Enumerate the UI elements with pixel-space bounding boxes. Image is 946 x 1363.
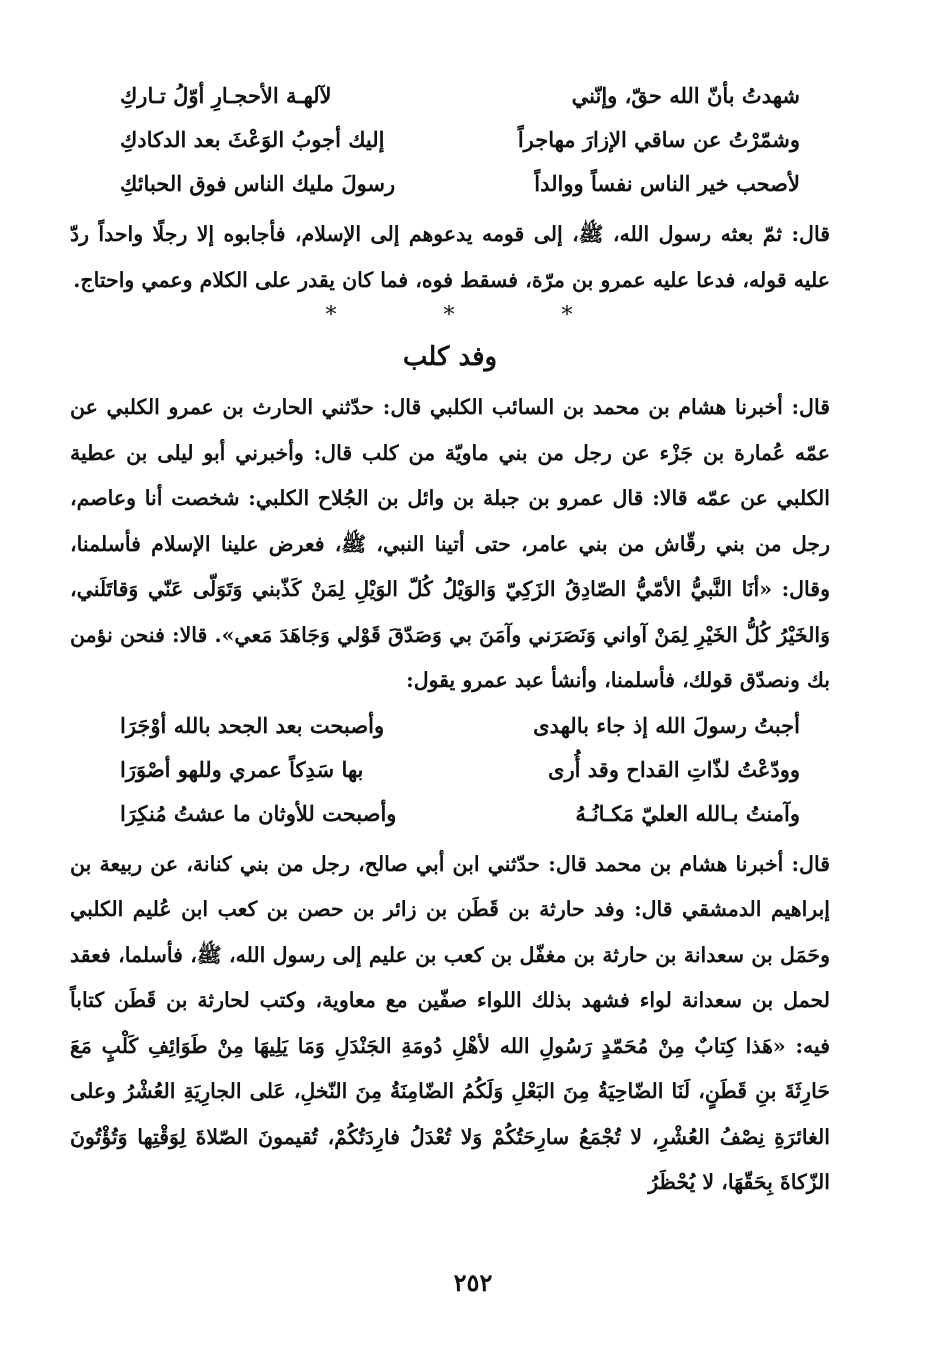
poem-middle (120, 704, 800, 836)
poem-verse (120, 748, 800, 792)
poem-verse (120, 162, 800, 206)
section-separator (70, 303, 830, 329)
page-number: ٢٥٢ (453, 1268, 493, 1297)
verse-first-hemistich: أجبتُ رسولَ الله إذ جاء بالهدى (533, 712, 800, 738)
book-page (70, 74, 830, 1324)
section-title: وفد كلب (402, 342, 498, 372)
separator-star: * (443, 303, 457, 328)
verse-second-hemistich: وأصبحت للأوثان ما عشتُ مُنكِرَا (120, 800, 397, 826)
verse-first-hemistich: وودّعْتُ لذّاتِ القداح وقد أُرى (548, 756, 800, 782)
poem-verse (120, 74, 800, 118)
separator-star: * (561, 303, 575, 328)
verse-first-hemistich: وشمّرْتُ عن ساقي الإزارَ مهاجراً (517, 127, 800, 152)
verse-first-hemistich: لأصحب خير الناس نفساً ووالداً (534, 171, 800, 196)
verse-second-hemistich: بها سَدِكاً عمري وللهو أصْوَرَا (120, 756, 364, 782)
verse-second-hemistich: إليك أجوبُ الوَعْثَ بعد الدكادكِ (120, 127, 385, 152)
poem-verse (120, 118, 800, 162)
separator-star: * (325, 303, 339, 328)
poem-verse (120, 704, 800, 748)
verse-second-hemistich: وأصبحت بعد الجحد بالله أوْجَرَا (120, 712, 385, 738)
verse-first-hemistich: شهدتُ بأنّ الله حقّ، وإنّني (571, 83, 800, 108)
paragraph-narration-3: قال: أخبرنا هشام بن محمد قال: حدّثني ابن أبي صالح، رجل من بني كنانة، عن ربيعة بن إبراهيم الدمشقي قال: وفد حارثة بن قَطَن بن زائر بن حصن بن كعب ابن عُليم الكلبي وحَمَل بن سعدانة بن حارثة بن مغفّل بن كعب بن عليم إلى رسول الله، ﷺ، فأسلما، فعقد لحمل بن سعدانة لواء فشهد بذلك اللواء صفّين مع معاوية، وكتب لحارثة بن قَطَن كتاباً فيه: «هَذا كِتابٌ مِنْ مُحَمّدٍ رَسُولِ الله لأهْلِ دُومَةِ الجَنْدَلِ وَمَا يَلِيهَا مِنْ طَوَائِفِ كَلْبٍ مَعَ حَارِثَةَ بنِ قَطَنٍ، لَنَا الضّاحِيَةُ مِنَ البَعْلِ وَلَكُمُ الضّامِنَةُ مِنَ النّخلِ، عَلى الجارِيَةِ العُشْرُ وعلى الغائرَةِ نِصْفُ العُشْرِ، لا تُجْمَعُ سارِحَتُكُمْ وَلا تُعْدَلُ فارِدَتُكُمْ، تُقيمونَ الصّلاةَ لِوَقْتِها وَتُؤْتُونَ الزّكاةَ بِحَقّهَا، لا يُحْظَرُ (70, 851, 830, 1194)
paragraph-narration-2: قال: أخبرنا هشام بن محمد بن السائب الكلبي قال: حدّثني الحارث بن عمرو الكلبي عن عمّه عُمارة بن جَزْء عن رجل من بني ماويّة من كلب قال: وأخبرني أبو ليلى بن عطية الكلبي عن عمّه قالا: قال عمرو بن جبلة بن وائل بن الجُلاح الكلبي: شخصت أنا وعاصم، رجل من بني رقّاش من بني عامر، حتى أتينا النبي، ﷺ، فعرض علينا الإسلام فأسلمنا، وقال: «أنَا النَّبيُّ الأمّيُّ الصّادِقُ الزَكِيّ وَالوَيْلُ كُلّ الوَيْلِ لِمَنْ كَذّبني وَتَوَلّى عَنّي وَقاتَلَني، وَالخَيْرُ كُلُّ الخَيْرِ لِمَنْ آواني وَنَصَرَني وآمَنَ بي وَصَدّقَ قَوْلي وَجَاهَدَ مَعي». قالا: فنحن نؤمن بك ونصدّق قولك، فأسلمنا، وأنشأ عبد عمرو يقول: (70, 395, 830, 692)
verse-first-hemistich: وآمنتُ بـالله العليّ مَكـانُـهُ (575, 800, 800, 826)
paragraph-narration-1: قال: ثمّ بعثه رسول الله، ﷺ، إلى قومه يدعوهم إلى الإسلام، فأجابوه إلا رجلًا واحداً ردّ عليه قوله، فدعا عليه عمرو بن مرّة، فسقط فوه، فما كان يقدر على الكلام وعمي واحتاج. (70, 222, 830, 292)
verse-second-hemistich: لآلهـة الأحجـارِ أوّلُ تـاركِ (120, 83, 332, 108)
poem-verse (120, 792, 800, 836)
verse-second-hemistich: رسولَ مليك الناس فوق الحبائكِ (120, 171, 396, 196)
poem-top (120, 74, 800, 206)
